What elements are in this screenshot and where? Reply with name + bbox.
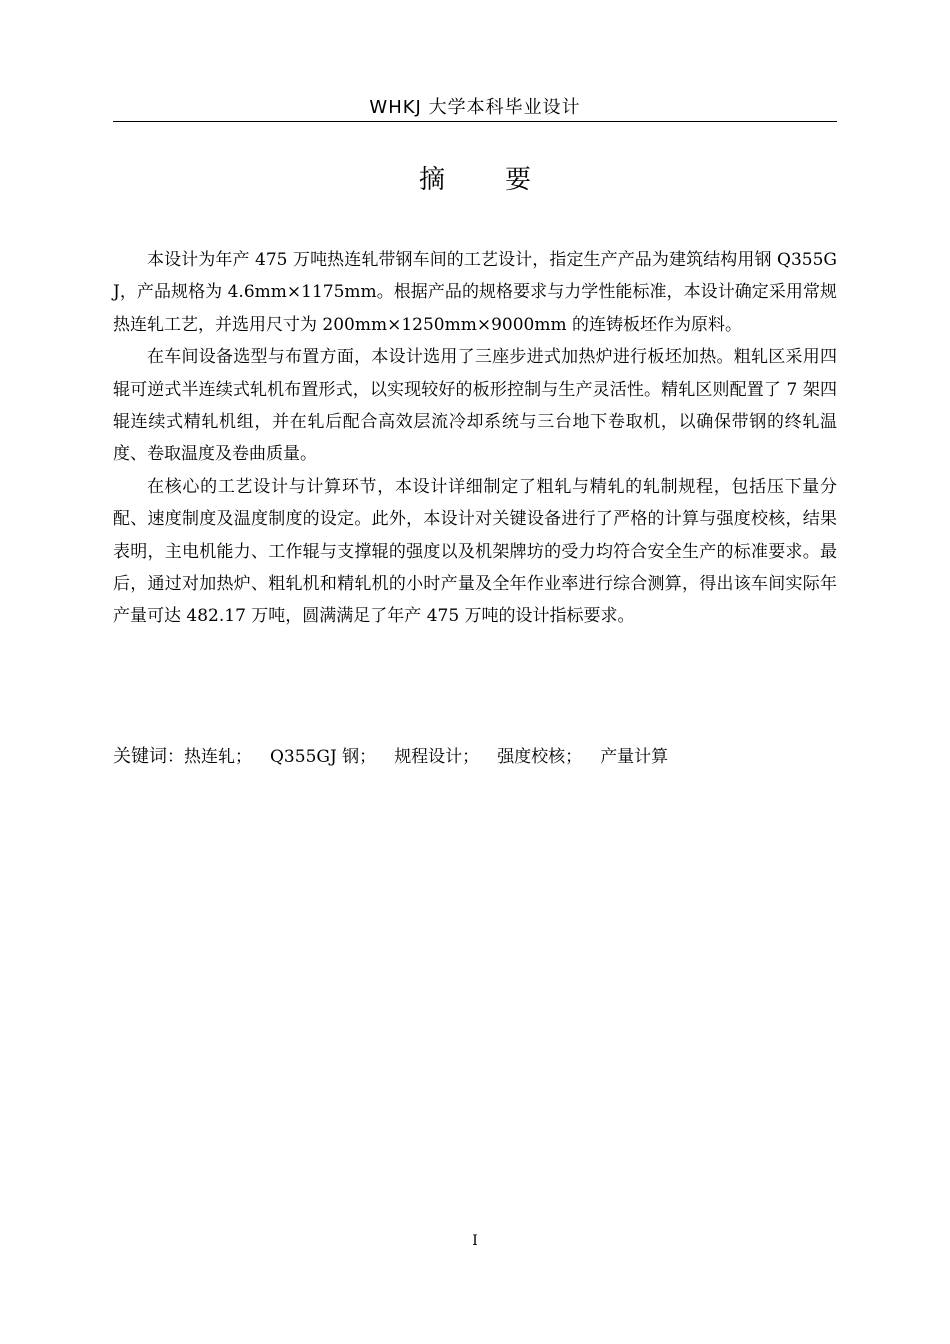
abstract-title [0, 162, 950, 198]
keyword-item: Q355GJ 钢； [270, 747, 377, 767]
header-rule [113, 121, 837, 122]
abstract-title-char-2: 要 [505, 165, 532, 195]
abstract-paragraph-2: 在车间设备选型与布置方面，本设计选用了三座步进式加热炉进行板坯加热。粗轧区采用四辊可逆式半连续式轧机布置形式，以实现较好的板形控制与生产灵活性。精轧区则配置了 7 架四辊连续式精轧机组，并在轧后配合高效层流冷却系统与三台地下卷取机，以确保带钢的终轧温度、卷取温度及卷曲质量。 [113, 347, 837, 465]
keywords-line [113, 742, 837, 772]
keyword-item: 产量计算 [600, 747, 669, 767]
keyword-item: 热连轧； [184, 747, 252, 767]
keywords-separator: ： [167, 747, 184, 767]
page-number: I [472, 1233, 478, 1249]
abstract-paragraph-3: 在核心的工艺设计与计算环节，本设计详细制定了粗轧与精轧的轧制规程，包括压下量分配、速度制度及温度制度的设定。此外，本设计对关键设备进行了严格的计算与强度校核，结果表明，主电机能力、工作辊与支撑辊的强度以及机架牌坊的受力均符合安全生产的标准要求。最后，通过对加热炉、粗轧机和精轧机的小时产量及全年作业率进行综合测算，得出该车间实际年产量可达 482.17 万吨，圆满满足了年产 475 万吨的设计指标要求。 [113, 476, 837, 627]
keywords-label: 关键词 [113, 746, 167, 767]
header-title: WHKJ 大学本科毕业设计 [369, 97, 581, 118]
keyword-item: 强度校核； [497, 747, 583, 767]
keyword-item: 规程设计； [394, 747, 480, 767]
page-header [113, 96, 837, 122]
abstract-body [113, 244, 837, 633]
abstract-paragraph-1: 本设计为年产 475 万吨热连轧带钢车间的工艺设计，指定生产产品为建筑结构用钢 Q355GJ，产品规格为 4.6mm×1175mm。根据产品的规格要求与力学性能标准，本设计确定采用常规热连轧工艺，并选用尺寸为 200mm×1250mm×9000mm 的连铸板坯作为原料。 [113, 250, 837, 335]
abstract-title-char-1: 摘 [418, 165, 445, 195]
